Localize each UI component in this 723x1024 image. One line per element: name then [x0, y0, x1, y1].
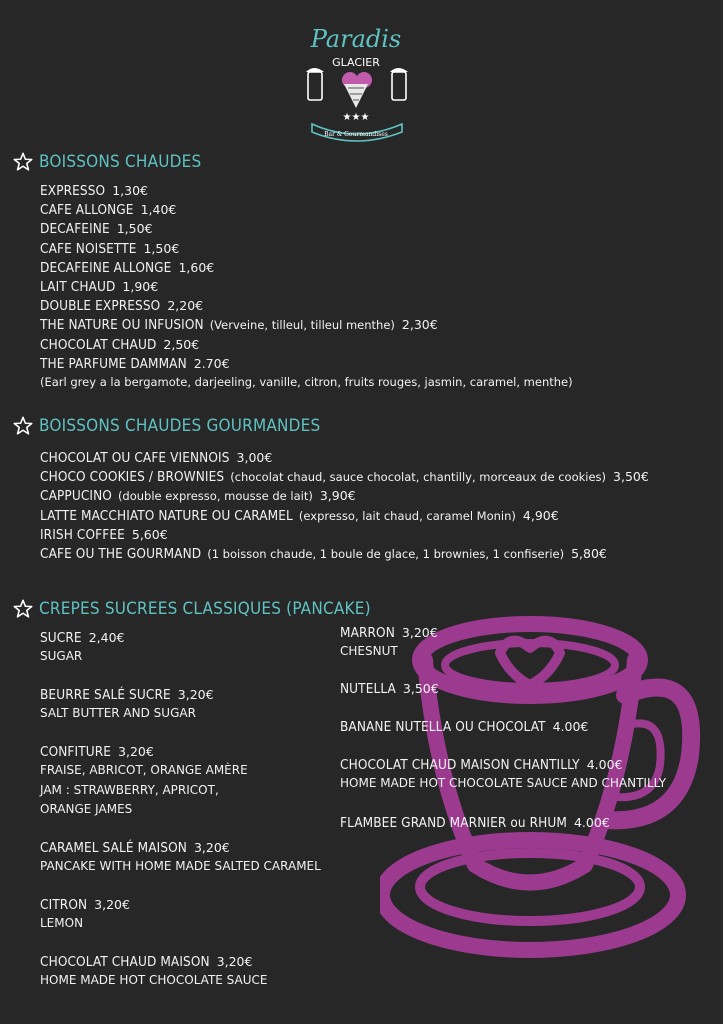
menu-item: CAFE ALLONGE 1,40€	[40, 202, 177, 219]
menu-item: DECAFEINE 1,50€	[40, 221, 153, 238]
ice-cream-icon	[342, 72, 372, 108]
menu-item: THE NATURE OU INFUSION (Verveine, tilleul, tilleul menthe) 2,30€	[40, 317, 438, 334]
beer-glass-icon	[390, 68, 408, 100]
crepe-item-beurre-sale-sucre: BEURRE SALÉ SUCRE 3,20€ SALT BUTTER AND SUGAR	[40, 687, 214, 720]
menu-item: CHOCO COOKIES / BROWNIES (chocolat chaud, sauce chocolat, chantilly, morceaux de cookies) 3,50€	[40, 469, 649, 486]
section-title-text: CREPES SUCREES CLASSIQUES (PANCAKE)	[39, 599, 371, 619]
beer-glass-icon	[306, 68, 324, 100]
section-title-boissons-chaudes	[12, 151, 201, 173]
menu-item: LATTE MACCHIATO NATURE OU CARAMEL (expresso, lait chaud, caramel Monin) 4,90€	[40, 507, 559, 524]
menu-item-note: (Earl grey a la bergamote, darjeeling, vanille, citron, fruits rouges, jasmin, caramel, menthe)	[40, 374, 573, 389]
crepe-item-confiture: CONFITURE 3,20€ FRAISE, ABRICOT, ORANGE AMÈRE JAM : STRAWBERRY, APRICOT, ORANGE JAMES	[40, 744, 248, 816]
crepe-item-chocolat-chantilly: CHOCOLAT CHAUD MAISON CHANTILLY 4.00€ HOME MADE HOT CHOCOLATE SAUCE AND CHANTILLY	[340, 757, 667, 790]
menu-item: THE PARFUME DAMMAN 2.70€	[40, 355, 230, 372]
menu-item: CAPPUCINO (double expresso, mousse de lait) 3,90€	[40, 488, 356, 505]
menu-item: CHOCOLAT CHAUD 2,50€	[40, 336, 200, 353]
menu-list-boissons-gourmandes	[40, 448, 649, 563]
menu-item: DECAFEINE ALLONGE 1,60€	[40, 259, 215, 276]
menu-item: LAIT CHAUD 1,90€	[40, 278, 159, 295]
menu-item: CAFE NOISETTE 1,50€	[40, 240, 180, 257]
logo-word: GLACIER	[332, 56, 380, 69]
star-outline-icon	[12, 415, 34, 437]
logo-ribbon-text: Bar & Gourmandises	[324, 131, 388, 138]
menu-item: IRISH COFFEE 5,60€	[40, 526, 168, 543]
menu-item: EXPRESSO 1,30€	[40, 183, 149, 199]
section-title-boissons-gourmandes	[12, 415, 320, 437]
logo-stars: ★★★	[342, 112, 370, 123]
crepe-item-chocolat-chaud-maison: CHOCOLAT CHAUD MAISON 3,20€ HOME MADE HOT CHOCOLATE SAUCE	[40, 954, 268, 987]
menu-item: CAFE OU THE GOURMAND (1 boisson chaude, 1 boule de glace, 1 brownies, 1 confiserie) 5,80€	[40, 545, 607, 562]
star-outline-icon	[12, 598, 34, 620]
menu-item: DOUBLE EXPRESSO 2,20€	[40, 298, 204, 315]
crepe-item-banane-nutella: BANANE NUTELLA OU CHOCOLAT 4.00€	[340, 719, 589, 735]
menu-list-boissons-chaudes	[40, 181, 573, 392]
section-title-text: BOISSONS CHAUDES	[39, 152, 202, 172]
section-title-crepes	[12, 598, 371, 620]
crepe-item-flambee: FLAMBEE GRAND MARNIER ou RHUM 4.00€	[340, 815, 610, 831]
crepe-item-nutella: NUTELLA 3,50€	[340, 681, 439, 697]
logo-script-text: Paradis	[310, 25, 402, 53]
section-title-text: BOISSONS CHAUDES GOURMANDES	[39, 416, 321, 436]
star-outline-icon	[12, 151, 34, 173]
brand-logo	[298, 20, 416, 145]
crepe-item-caramel-sale: CARAMEL SALÉ MAISON 3,20€ PANCAKE WITH HOME MADE SALTED CARAMEL	[40, 840, 321, 873]
crepe-item-marron: MARRON 3,20€ CHESNUT	[340, 625, 438, 658]
crepe-item-citron: CITRON 3,20€ LEMON	[40, 897, 130, 930]
crepe-item-sucre: SUCRE 2,40€ SUGAR	[40, 630, 125, 663]
logo-graphic	[298, 20, 416, 145]
menu-item: CHOCOLAT OU CAFE VIENNOIS 3,00€	[40, 450, 273, 466]
